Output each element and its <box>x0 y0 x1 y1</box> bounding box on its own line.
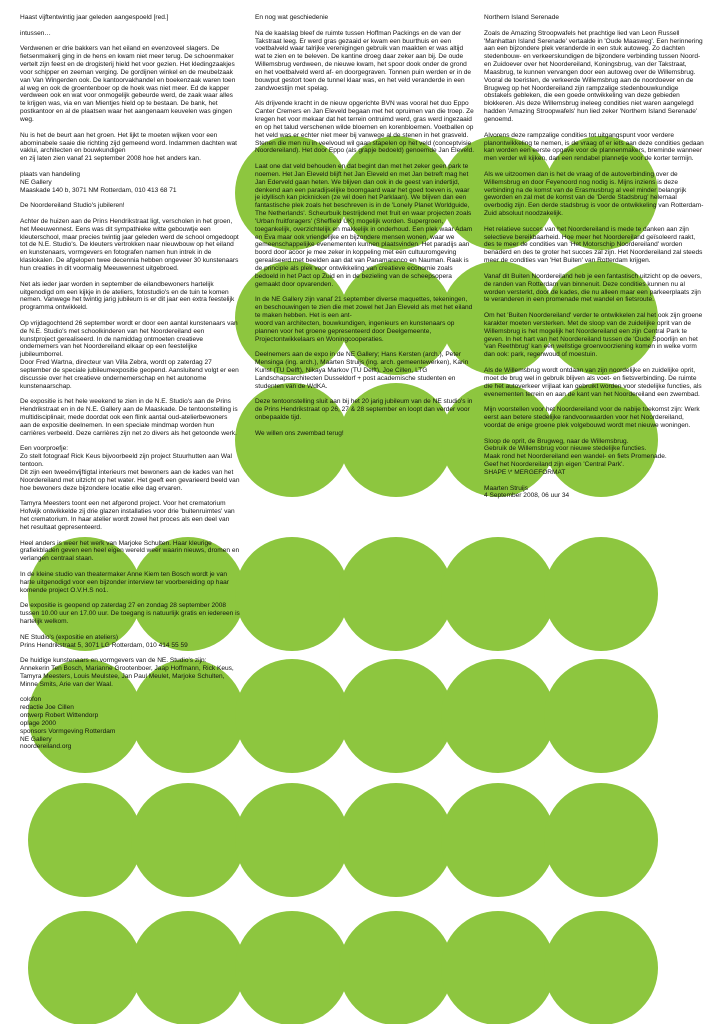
paragraph: Als we uitzoomen dan is het de vraag of de autoverbinding over de Willemsbrug en door Feyenoord nog nodig is. Mijns inziens is deze verbinding na de komst van de Erasmusbrug al veel minder belangrijk geworden en zal met de komst van de 'Derde Stadsbrug' helemaal overbodig zijn. Een derde stadsbrug is voor de ontwikkeling van Rotterdam-Zuid absoluut noodzakelijk. <box>484 170 704 218</box>
paragraph: Een voorproefje: Zo stelt fotograaf Rick Keus bijvoorbeeld zijn project Stuurhutten aan Wal tentoon. Dit zijn een tweeënvijftigtal interieurs met bewoners aan de kades van het Noordereiland met uitzicht op het water. Het geeft een gevarieerd beeld van hoe bewoners deze bijzondere locatie elke dag ervaren. <box>20 445 240 492</box>
paragraph: intussen… <box>20 29 51 37</box>
green-dot <box>339 659 453 773</box>
paragraph: Als de Willemsbrug wordt ontdaan van zijn noordelijke en zuidelijke oprit, moet de brug wel in gebruik blijven als voet- en fietsverbinding. De ruimte die het autoverkeer vrijlaat kan gebruikt worden voor stedelijke functies, als evenementen terrein en aan de kant van het Noordereiland een zwembad. <box>484 366 702 398</box>
paragraph: Op vrijdagochtend 26 september wordt er door een aantal kunstenaars van de N.E. Studio's met schoolkinderen van het Noordereiland een kunstproject gerealiseerd. In de namiddag ontmoeten creatieve ondernemers van het Noordereiland elkaar op een feestelijke jubileumborrel. Door Fred Wartna, directeur van Villa Zebra, wordt op zaterdag 27 september de speciale jubileumexpositie geopend. Aansluitend volgt er een discussie over het creatieve ondernemerschap en het autonome kunstenaarschap. <box>20 319 239 390</box>
green-dot <box>544 783 658 897</box>
paragraph: Zoals de Amazing Stroopwafels het prachtige lied van Leon Russell 'Manhattan Island Serenade' vertaalde in 'Oude Maasweg'. Een herinnering aan een bijzondere plek veranderde in een stuk autoweg. Zo dachten stedenbouw- en verkeerskundigen de bijzondere verbinding tussen Noord- en Zuidoever over het Noordereiland, Koningsbrug, van der Takstraat, Maasbrug, te kunnen vervangen door een autoweg over de Willemsbrug. Vooral de toeristen, de verkeerde Willemsbrug aan de noordoever en de Brugweg op het Noordereiland zijn rampzalige stedenbouwkundige obstakels gebleken, die een goede ontwikkeling van deze gebieden blokkeren. Als deze Willemsbrug ineleeg condities niet waren aangelegd hadden 'Amazing Stroopwafels' hun lied zeker 'Northern Island Serenade' genoemd. <box>484 29 703 123</box>
paragraph: Deelnemers aan de expo in de NE Gallery; Hans Kersten (arch.), Peter Mensinga (ing. arch.), Maarten Struijs (ing. arch. gemeentewerken), Karin Kunst (TU Delft), Nikaya Markov (TU Delft), Joe Cillen, LTG Landschapsarchitecten Dusseldorf + post academische studenten en studenten van de WdKA. <box>255 351 469 390</box>
paragraph: De huidige kunstenaars en vormgevers van de NE. Studio's zijn: Annekerin Ten Bosch, Marianne Grootenboer, Jaap Hoffmann, Rick Keus, Tamyra Meesters, Louis Meulstee, Jan Paul Meulet, Marjoke Schulten, Minne Smits, Arie van der Waal. <box>20 657 234 688</box>
paragraph: Achter de huizen aan de Prins Hendrikstraat ligt, verscholen in het groen, het Meeuwennest. Eens was dit sympathieke witte gebouwtje een kleuterschool, maar precies twintig jaar geleden werd de school omgedoopt tot de N.E. Studio's. De kleuters vertrokken naar nieuwbouw op het eiland en kunstenaars, vormgevers en fotografen namen hun intrek in de klaslokalen. De afgelopen twee decennia hebben ongeveer 30 kunstenaars hun creaties in dit voormalig Meeuwennest uitgebroed. <box>20 217 239 272</box>
green-dot <box>28 911 142 1024</box>
green-dot <box>235 783 349 897</box>
column-geschiedenis <box>255 14 475 445</box>
paragraph: In de kleine studio van theatermaker Anne Kiem ten Bosch wordt je van harte uitgenodigd voor een bijzonder interview ter voorbereiding op haar komende project O.V.H.S no1. <box>20 570 229 594</box>
green-dot <box>441 911 555 1024</box>
green-dot <box>28 783 142 897</box>
paragraph: Nu is het de beurt aan het groen. Het lijkt te moeten wijken voor een abominabele saaie die richting zijd gemeend word. Indammen dachten wat vaklui, architecten en bouwkundigen en zij laten zien vanaf 21 september 2008 hoe het anders kan. <box>20 131 237 163</box>
green-dot <box>441 783 555 897</box>
green-dot <box>131 911 245 1024</box>
paragraph: De Noordereiland Studio's jubileren! <box>20 202 125 210</box>
column-title: En nog wat geschiedenie <box>255 14 329 21</box>
column-title: Northern Island Serenade <box>484 14 559 21</box>
paragraph: NE Studio's (expositie en ateliers) Prins Hendrikstraat 5, 3071 LG Rotterdam, 010 414 55 59 <box>20 633 188 649</box>
green-dot <box>339 783 453 897</box>
paragraph: Deze tentoonstelling sluit aan bij het 20 jarig jubileum van de NE studio's in de Prins Hendrikstraat op 26, 27 & 28 september en loopt dan verder voor onbepaalde tijd. <box>255 398 473 422</box>
green-dot <box>235 911 349 1024</box>
paragraph: De expositie is het hele weekend te zien in de N.E. Studio's aan de Prins Hendrikstraat en in de N.E. Gallery aan de Maaskade. De tentoonstelling is multidisciplinair, mede doordat ook een flink aantal oud-atelierbewoners aan de expositie deelnemen. In een speciale mindmap worden hun carrières verbeeld. Deze carrières zijn net zo divers als het getoonde werk. <box>20 398 238 437</box>
paragraph: Net als ieder jaar worden in september de eilandbewoners hartelijk uitgenodigd om een kijkje in de ateliers, fotostudio's en de tuin te komen nemen. Vanwege het twintig jarig jubileum is er dit jaar een extra feestelijk programma ontwikkeld. <box>20 280 235 312</box>
green-dot <box>235 537 349 651</box>
green-dot <box>131 783 245 897</box>
green-dot <box>235 659 349 773</box>
green-dot <box>339 911 453 1024</box>
green-dot <box>544 911 658 1024</box>
paragraph: Heel anders is weer het werk van Marjoke Schulten. Haar kleurige grafiekbladen geven een heel eigen wereld weer waarin nieuws, dromen en verlangen centraal staan. <box>20 539 240 563</box>
paragraph: In de NE Gallery zijn vanaf 21 september diverse maquettes, tekeningen, en beschouwingen te zien die met zowel het Jan Eleveld als met het eiland te maken hebben. Het is een ant- woord van architecten, bouwkundigen, ingenieurs en kunstenaars op plannen voor het groene gepresenteerd door Deelgemeente, Projectontwikkelaars en Woningcooperaties. <box>255 296 473 343</box>
paragraph: Alvorens deze rampzalige condities tot uitgangspunt voor verdere planontwikkeling te nemen, is de vraag of er iets aan deze condities gedaan kan worden een eerste opgave voor de plannenmakers, breminde wanneer men verder wil kijken, dan een rendabel plannetje voor de korter termijn. <box>484 131 704 163</box>
green-dot <box>544 537 658 651</box>
paragraph: Als drijvende kracht in de nieuw opgerichte BVN was vooral het duo Eppo Canter Cremers en Jan Eleveld begaan met het opruimen van die troep. Ze kregen het voor mekaar dat het terrein ontruimd werd, gras werd ingezaaid en op het talud verschenen wilde bloemen en korenbloemen. Voetballen op het veld was er echter niet meer bij vanwege al de stenen in het grasveld. Stenen die men nu in veelvoud wil gaan stapelen op het veld (conceptvisie Noordereiland). Het door Eppo (als grapje bedoeld) genoemde Jan Eleveld. <box>255 100 475 155</box>
column-serenade <box>484 14 706 508</box>
paragraph: Verdwenen er drie bakkers van het eiland en evenzoveel slagers. De fietsenmakerij ging in de hens en kwam niet meer terug. De schoenmaker vertelt zijn feest en de drogisterij hield het voor gezien. Het kledingzaakjes voor schipper en zeeman verging. De gordijnen winkel en de meubelzaak van Van Wingerden ook. De kantoorvakhandel en boekenzaak waren toen al weg en ook de groentenboer op de hoek was niet meer. Ed de kapper verdween ook en wat voor onmogelijk gebeurde werd, de zaak waar alles te krijgen was, via en van Mientjes hield op te bestaan. De bank, het postkantoor en al de plaatsen waar het aangenaam keuvelen was gingen weg. <box>20 45 236 123</box>
paragraph: plaats van handeling NE Gallery Maaskade 140 b, 3071 NM Rotterdam, 010 413 68 71 <box>20 170 177 194</box>
paragraph: De expositie is geopend op zaterdag 27 en zondag 28 september 2008 tussen 10.00 uur en 17.00 uur. De toegang is natuurlijk gratis en iedereen is hartelijk welkom. <box>20 602 240 625</box>
paragraph: Sloop de oprit, de Brugweg, naar de Willemsbrug. Gebruik de Willemsbrug voor nieuwe stedelijke functies. Maak rond het Noordereiland een wandel- en fiets Promenade. Geef het Noordereiland zijn eigen 'Central Park'. SHAPE \* MERGEFORMAT <box>484 437 667 476</box>
paragraph: colofon redactie Joe Cillen ontwerp Robert Wittendorp oplage 2000 sponsors Vormgeving Rotterdam NE Gallery noordereiland.org <box>20 696 116 751</box>
green-dot <box>339 537 453 651</box>
paragraph: We willen ons zwembad terug! <box>255 429 344 437</box>
column-title: Haast vijftentwintig jaar geleden aangespoeld [red.] <box>20 14 169 21</box>
green-dot <box>441 659 555 773</box>
paragraph: Het relatieve succes van het Noordereiland is mede te danken aan zijn selectieve bereikbaarheid. Hoe meer het Noordereiland geïsoleerd raakt, des te meer de condities van 'Het Motorschip Noordereiland' worden benaderd en des te groter het succes zal zijn. Het Noordereiland zal steeds meer de condities van 'Het Buiten' van Rotterdam krijgen. <box>484 225 703 265</box>
paragraph: Mijn voorstellen voor het Noordereiland voor de nabije toekomst zijn: Werk eerst aan betere stedelijke randvoorwaarden voor het Noordereiland, voordat de enige groene plek volgebouwd wordt met nieuwe woningen. <box>484 406 700 429</box>
paragraph: Om het 'Buiten Noordereiland' verder te ontwikkelen zal het ook zijn groene karakter moeten versterken. Met de sloop van de zuidelijke oprit van de Willemsbrug is het mogelijk het Noordereiland een zijn Central Park te geven. In het hart van het Noordereiland tussen de 'Oude Spoorlijn en het 'van Reethbrug' kan een wellstige groenvoorziening komen in welke vorm dan ook: park, regenwoud of moestuin. <box>484 312 703 359</box>
column-studios-jubileum <box>20 14 240 759</box>
green-dot <box>544 659 658 773</box>
green-dot <box>441 537 555 651</box>
paragraph: Na de kaalslag bleef de ruimte tussen Hoffman Packings en de van der Takstraat leeg. Er werd gras gezaaid er kwam een buurthuis en een voetbalveld waar talrijke verenigingen gebruik van maakten er was altijd wat te zien en te beleven. De kantine droeg daar zeker aan bij. De oude Willemsbrug verdween, de nieuwe kwam, het spoor dook onder de grond en het voetbalveld werd af- en doorgegraven. Tonnen puin werden er in de bouwput gestort toen de tunnel klaar was, en het veld veranderde in een zandwoestijn met spelag. <box>255 29 472 92</box>
paragraph: Vanaf dit Buiten Noordereiland heb je een fantastisch uitzicht op de oevers, de randen van Rotterdam van binnenuit. Deze condities kunnen nu al worden versterkt, door de kades, die nu alleen maar een parkeerplaats zijn te veranderen in een promenade met wandel en fietsroute. <box>484 272 702 304</box>
paragraph: Maarten Struijs 4 September 2008, 06 uur 34 <box>484 484 570 500</box>
paragraph: Laat one dat veld behouden en dat begint dan met het zeker geen park te noemen. Het Jan Eleveld blijft het Jan Eleveld en met Jan betreft mag het Jan Ederveld gaan heten. We blijven dan ook in de geest van indertijd, denkend aan een paradijselijke boomgaard waar het goed toeven is, waar je idyllisch kan picknicken (ze wil doen het Parklaan). We blijven dan een fantastische plek zoals het beschreven is in de 'Lonely Planet Worldguide, The Netherlands'. Scheurbuik bestrijdend met fruit en waar projecten zoals 'Urban fruitforagers' (Sheffield UK) mogelijk worden. Supergroen, toegankelijk, overzichtelijk en makkelijk in onderhoud. Een plek waar Adam en Eva maar ook vriendelijke en bijzondere mensen wonen, waar we gemeenschappelijke evenementen kunnen plaatsvinden. Het paradijs aan boord door acoor je mee zeker in koppeling met een cultuuromgeving gerealiseerd met beelden aan dat van Panamarenco en Nauman. Raak is de principle als plek voor ontwikkeling van creatieve economie zoals bedoeld in het Pact op Zuid en in de bezieling van de scheepsopera gemaakt door opvarenden. <box>255 163 473 288</box>
paragraph: Tamyra Meesters toont een net afgerond project. Voor het crematorium Hofwijk ontwikkelde zij drie glazen installaties voor drie 'buitenruimtes' van het crematorium. In haar atelier wordt zowel het proces als een deel van het resultaat gepresenteerd. <box>20 500 235 531</box>
